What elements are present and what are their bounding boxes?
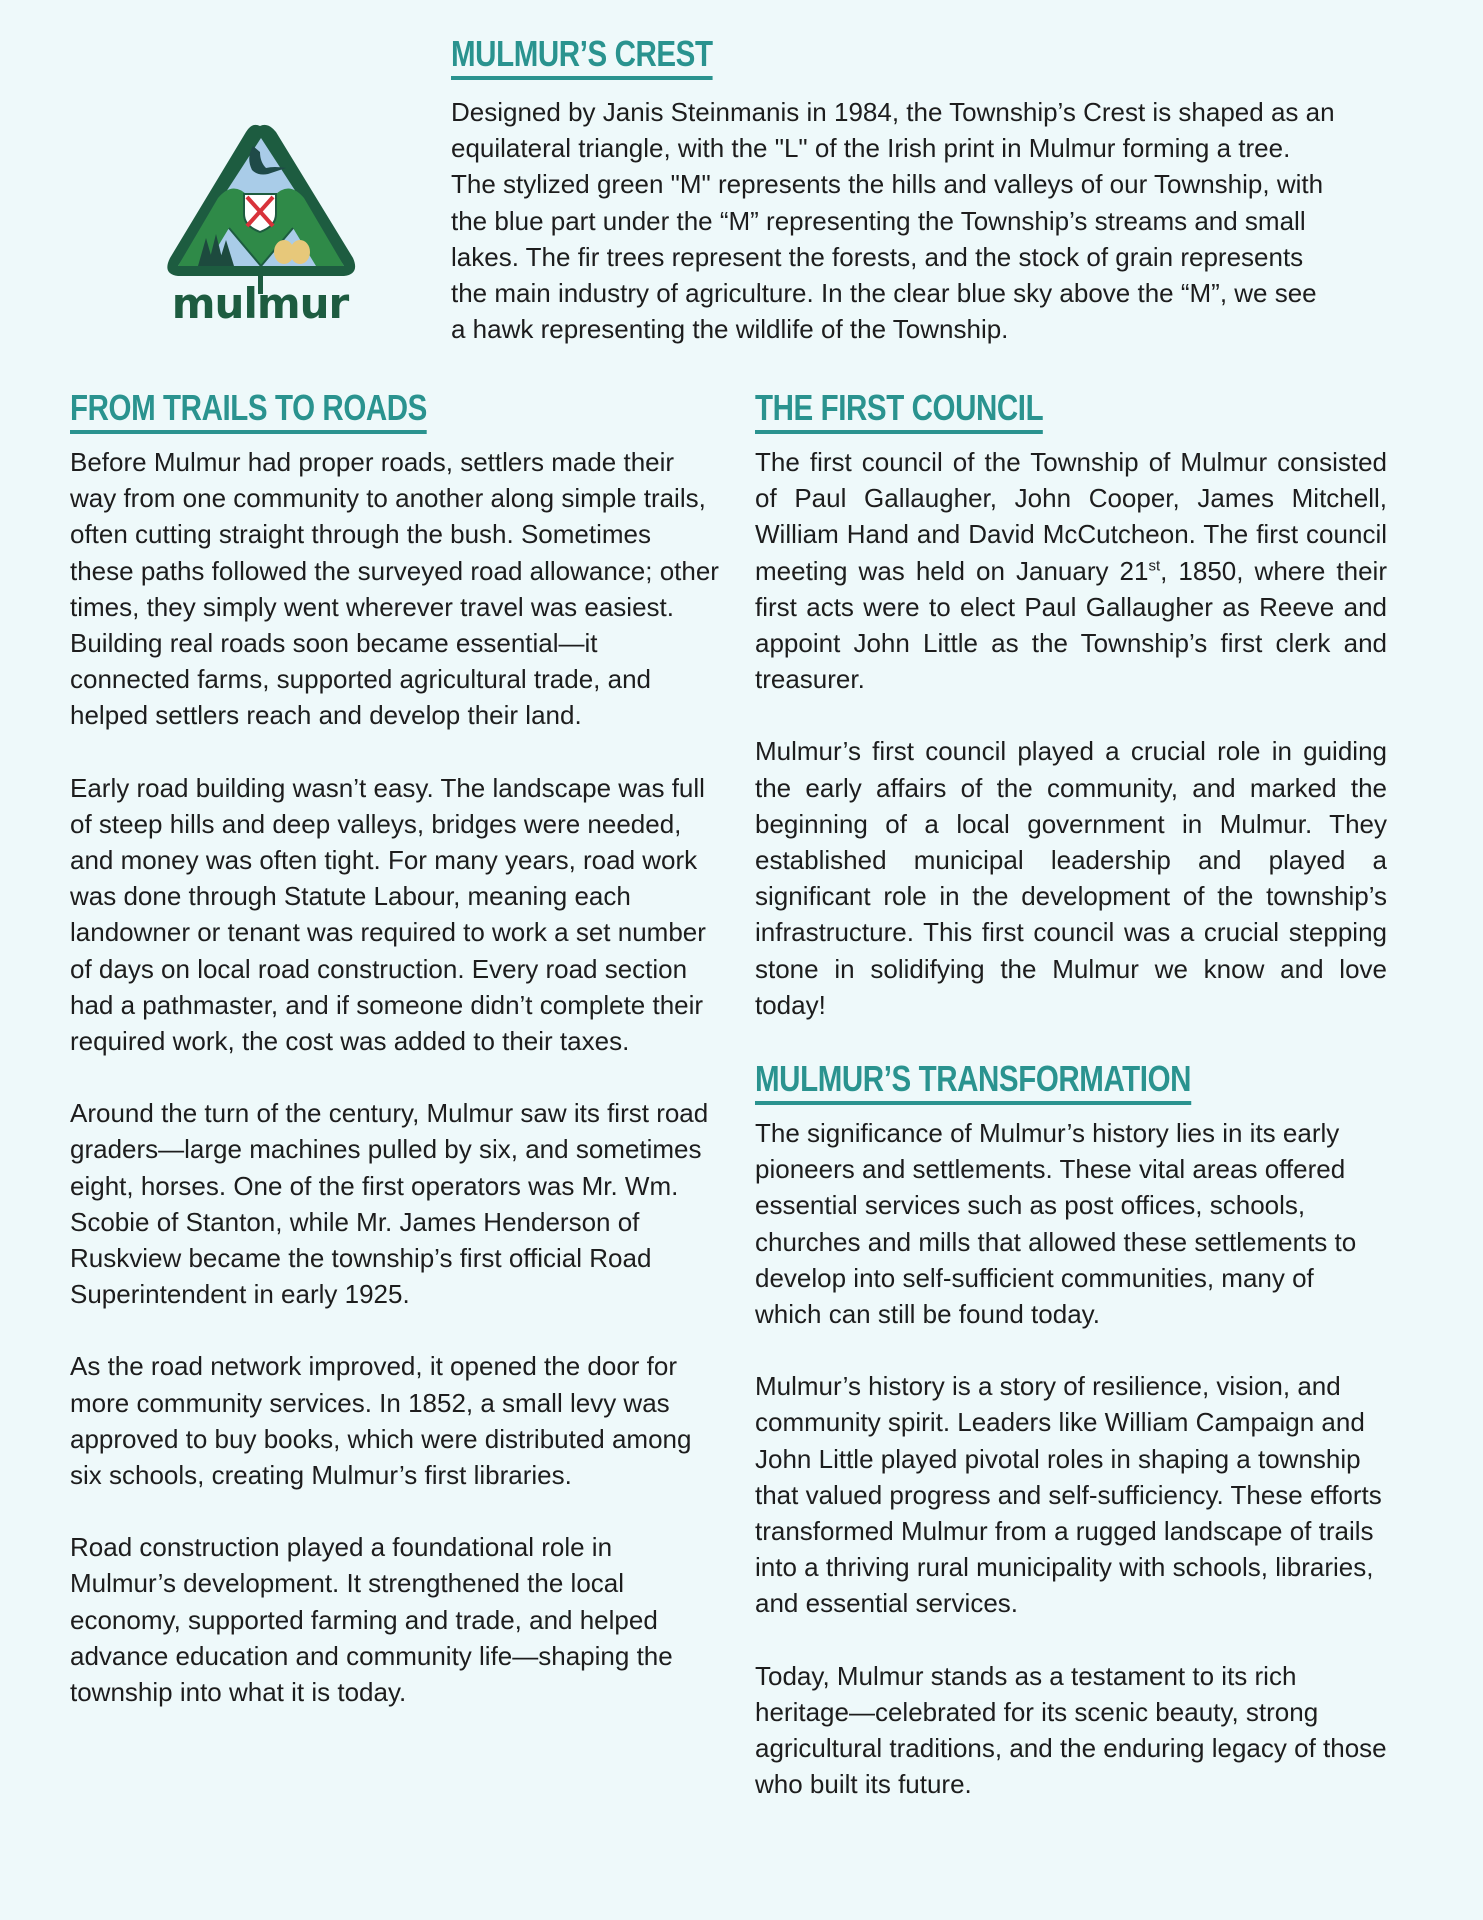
- trails-paragraph: As the road network improved, it opened the door for more community services. In 1852, a small levy was approved to buy books, which were distributed among six schools, creating Mulmur’s first libraries.: [70, 1351, 692, 1491]
- crest-description: [451, 94, 1401, 347]
- crest-line: the main industry of agriculture. In the clear blue sky above the “M”, we see: [451, 278, 1317, 309]
- trails-paragraph: Around the turn of the century, Mulmur saw its first road graders—large machines pulled by six, and sometimes eight, horses. One of the first operators was Mr. Wm. Scobie of Stanton, while Mr. James Henderson of Ruskview became the township’s first official Road Superintendent in early 1925.: [70, 1098, 709, 1310]
- trails-paragraph: Early road building wasn’t easy. The landscape was full of steep hills and deep valleys, bridges were needed, and money was often tight. For many years, road work was done through Statute Labour, meaning each landowner or tenant was required to work a set number of days on local road construction. Every road section had a pathmaster, and if someone didn’t complete their required work, the cost was added to their taxes.: [70, 772, 706, 1057]
- crest-line: Designed by Janis Steinmanis in 1984, the Township’s Crest is shaped as an: [451, 97, 1335, 127]
- council-text: The first council of the Township of Mulmur consisted of Paul Gallaugher, John Cooper, James Mitchell, William Hand and David McCutcheon. The first council meeting was held on January 21: [755, 447, 1387, 586]
- right-column: [755, 388, 1387, 1839]
- council-paragraph: [755, 444, 1387, 697]
- transformation-paragraph: The significance of Mulmur’s history lies in its early pioneers and settlements. These vital areas offered essential services such as post offices, schools, churches and mills that allowed these settlements to develop into self-sufficient communities, many of which can still be found today.: [755, 1118, 1357, 1330]
- ordinal-suffix: st: [1148, 556, 1161, 574]
- transformation-paragraph: Mulmur’s history is a story of resilience, vision, and community spirit. Leaders like William Campaign and John Little played pivotal roles in shaping a township that valued progress and self-sufficiency. These efforts transformed Mulmur from a rugged landscape of trails into a thriving rural municipality with schools, libraries, and essential services.: [755, 1371, 1382, 1619]
- trails-paragraph: Before Mulmur had proper roads, settlers made their way from one community to another along simple trails, often cutting straight through the bush. Sometimes these paths followed the surveyed road allowance; other times, they simply went wherever travel was easiest. Building real roads soon became essential—it connected farms, supported agricultural trade, and helped settlers reach and develop their land.: [70, 447, 719, 731]
- crest-heading: MULMUR’S CREST: [451, 34, 713, 80]
- mulmur-logo: [148, 118, 373, 328]
- transformation-section: [755, 1059, 1387, 1802]
- crest-line: lakes. The fir trees represent the forests, and the stock of grain represents: [451, 241, 1304, 272]
- logo-wordmark: mulmur: [171, 279, 349, 328]
- trails-paragraph: Road construction played a foundational role in Mulmur’s development. It strengthened the local economy, supported farming and trade, and helped advance education and community life—shaping the township into what it is today.: [70, 1532, 673, 1708]
- trails-heading: FROM TRAILS TO ROADS: [70, 388, 427, 434]
- council-text: , 1850, where their first acts were to elect Paul Gallaugher as Reeve and appoint John Little as the Township’s first clerk and treasurer.: [755, 555, 1387, 695]
- crest-section: [451, 34, 1401, 347]
- crest-line: a hawk representing the wildlife of the Township.: [451, 314, 1009, 345]
- crest-line: equilateral triangle, with the "L" of the Irish print in Mulmur forming a tree.: [451, 133, 1291, 164]
- mulmur-crest-icon: [148, 118, 373, 328]
- council-section: [755, 388, 1387, 1023]
- council-heading: THE FIRST COUNCIL: [755, 388, 1043, 434]
- trails-section: [70, 388, 720, 1746]
- transformation-paragraph: Today, Mulmur stands as a testament to its rich heritage—celebrated for its scenic beauty, strong agricultural traditions, and the enduring legacy of those who built its future.: [755, 1660, 1387, 1800]
- council-paragraph: Mulmur’s first council played a crucial role in guiding the early affairs of the community, and marked the beginning of a local government in Mulmur. They established municipal leadership and played a significant role in the development of the township’s infrastructure. This first council was a crucial stepping stone in solidifying the Mulmur we know and love today!: [755, 736, 1387, 1020]
- crest-line: the blue part under the “M” representing the Township’s streams and small: [451, 205, 1306, 236]
- crest-line: The stylized green "M" represents the hills and valleys of our Township, with: [451, 169, 1324, 200]
- transformation-heading: MULMUR’S TRANSFORMATION: [755, 1059, 1191, 1105]
